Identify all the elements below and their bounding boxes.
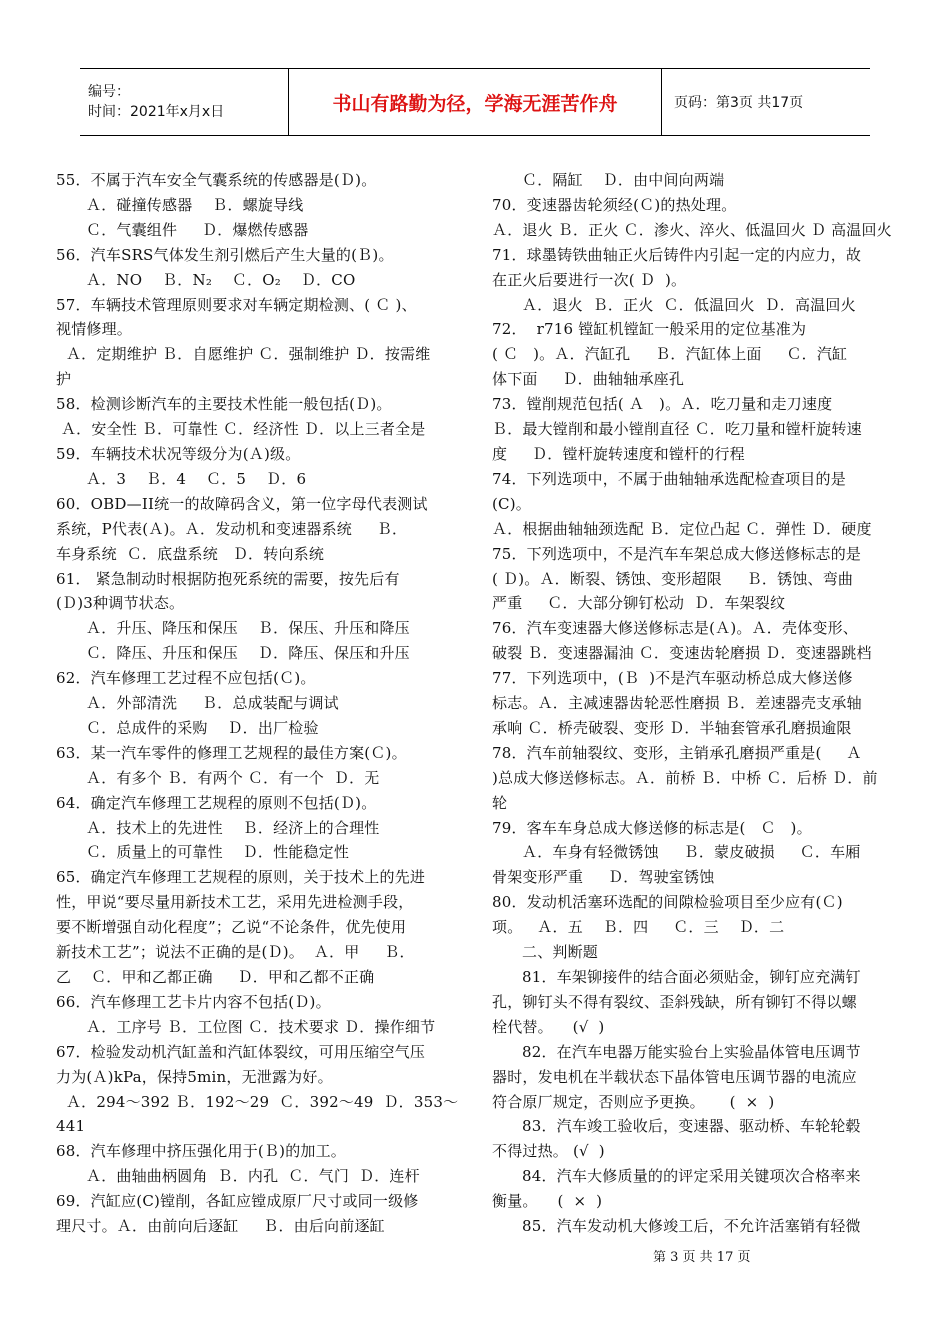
text-line: Ａ．有多个 Ｂ．有两个 Ｃ．有一个 Ｄ．无: [86, 768, 380, 787]
text-line: 73．镗削规范包括( Ａ )。Ａ．吃刀量和走刀速度: [492, 395, 833, 414]
text-line: 项。 Ａ．五 Ｂ．四 Ｃ．三 Ｄ．二: [492, 918, 785, 937]
text-line: 60．OBD—II统一的故障码含义，第一位字母代表测试: [56, 494, 428, 513]
text-line: 64．确定汽车修理工艺规程的原则不包括(Ｄ)。: [56, 793, 377, 812]
text-line: Ａ．工序号 Ｂ．工位图 Ｃ．技术要求 Ｄ．操作细节: [86, 1017, 436, 1036]
text-line: Ａ．升压、降压和保压 Ｂ．保压、升压和降压: [86, 619, 410, 638]
page-footer: 第 3 页 共 17 页: [653, 1250, 751, 1265]
text-line: Ａ．退火 Ｂ．正火 Ｃ．渗火、淬火、低温回火 Ｄ 高温回火: [492, 220, 892, 239]
text-line: Ａ．安全性 Ｂ．可靠性 Ｃ．经济性 Ｄ．以上三者全是: [56, 420, 426, 439]
text-line: 63．某一汽车零件的修理工艺规程的最佳方案(Ｃ)。: [56, 743, 407, 762]
text-line: 系统，P代表(Ａ)。Ａ．发动机和变速器系统 Ｂ．: [56, 519, 408, 538]
text-line: 二、判断题: [522, 943, 599, 962]
text-line: Ａ．NO Ｂ．N₂ Ｃ．O₂ Ｄ．CO: [86, 270, 356, 289]
text-line: Ｃ．降压、升压和保压 Ｄ．降压、保压和升压: [86, 644, 410, 663]
text-line: 78．汽车前轴裂纹、变形，主销承孔磨损严重是( Ａ: [492, 743, 862, 762]
text-line: 83．汽车竣工验收后，变速器、驱动桥、车轮轮毂: [522, 1117, 861, 1136]
document-header: [80, 68, 870, 136]
text-line: 84．汽车大修质量的的评定采用关键项次合格率来: [522, 1167, 861, 1186]
text-line: 81．车架铆接件的结合面必须贴金，铆钉应充满钉: [522, 968, 861, 986]
text-line: 55．不属于汽车安全气囊系统的传感器是(Ｄ)。: [56, 171, 377, 189]
text-line: 62．汽车修理工艺过程不应包括(Ｃ)。: [56, 669, 316, 688]
text-line: Ａ．根据曲轴轴颈选配 Ｂ．定位凸起 Ｃ．弹性 Ｄ．硬度: [492, 519, 872, 538]
text-line: 符合原厂规定，否则应予更换。 ( × ): [492, 1092, 775, 1111]
text-line: 孔，铆钉头不得有裂纹、歪斜残缺，所有铆钉不得以螺: [492, 992, 857, 1011]
text-line: 66．汽车修理工艺卡片内容不包括(Ｄ)。: [56, 992, 331, 1011]
text-line: 69．汽缸应(C)镗削，各缸应镗成原厂尺寸或同一级修: [56, 1192, 419, 1211]
header-meta: [80, 69, 289, 136]
text-line: 65．确定汽车修理工艺规程的原则，关于技术上的先进: [56, 868, 426, 887]
text-line: 70．变速器齿轮须经(Ｃ)的热处理。: [492, 195, 737, 214]
text-line: 体下面 Ｄ．曲轴轴承座孔: [492, 370, 685, 389]
text-line: 新技术工艺”；说法不正确的是(Ｄ)。 Ａ．甲 Ｂ．: [56, 943, 415, 962]
text-line: 67．检验发动机汽缸盖和汽缸体裂纹，可用压缩空气压: [56, 1042, 426, 1061]
text-line: 80．发动机活塞环选配的间隙检验项目至少应有(Ｃ): [492, 893, 843, 912]
text-line: 理尺寸。Ａ．由前向后逐缸 Ｂ．由后向前逐缸: [56, 1217, 385, 1236]
text-line: 77．下列选项中，(Ｂ )不是汽车驱动桥总成大修送修: [492, 669, 853, 688]
text-line: 85．汽车发动机大修竣工后，不允许活塞销有轻微: [522, 1217, 861, 1236]
text-line: 力为(Ａ)kPa，保持5min，无泄露为好。: [56, 1067, 333, 1086]
text-line: 59．车辆技术状况等级分为(Ａ)级。: [56, 444, 301, 463]
text-line: Ｃ．质量上的可靠性 Ｄ．性能稳定性: [86, 843, 350, 862]
text-line: (Ｄ)3种调节状态。: [56, 594, 185, 613]
text-line: Ａ．3 Ｂ．4 Ｃ．5 Ｄ．6: [86, 469, 307, 488]
text-line: 56．汽车SRS气体发生剂引燃后产生大量的(Ｂ)。: [56, 245, 394, 264]
text-line: Ａ．车身有轻微锈蚀 Ｂ．蒙皮破损 Ｃ．车厢: [522, 843, 861, 862]
text-line: 车身系统 Ｃ．底盘系统 Ｄ．转向系统: [56, 544, 325, 563]
left-column: [56, 168, 464, 1239]
text-line: Ｃ．总成件的采购 Ｄ．出厂检验: [86, 718, 319, 737]
text-line: 72． r716 镗缸机镗缸一般采用的定位基准为: [492, 320, 807, 339]
text-line: 标志。Ａ．主减速器齿轮恶性磨损 Ｂ．差速器壳支承轴: [492, 694, 862, 713]
text-line: 57．车辆技术管理原则要求对车辆定期检测、( Ｃ )、: [56, 295, 417, 314]
text-line: Ａ．定期维护 Ｂ．自愿维护 Ｃ．强制维护 Ｄ．按需维: [56, 345, 431, 364]
text-line: 器时，发电机在半载状态下晶体管电压调节器的电流应: [492, 1067, 857, 1086]
text-line: (C)。: [492, 494, 531, 513]
text-line: 76．汽车变速器大修送修标志是(Ａ)。Ａ．壳体变形、: [492, 619, 858, 638]
text-line: 441: [56, 1117, 86, 1136]
text-line: 轮: [492, 793, 508, 812]
text-line: 严重 Ｃ．大部分铆钉松动 Ｄ．车架裂纹: [492, 594, 786, 613]
text-line: 承响 Ｃ．桥壳破裂、变形 Ｄ．半轴套管承孔磨损逾限: [492, 718, 852, 737]
text-line: 58．检测诊断汽车的主要技术性能一般包括(Ｄ)。: [56, 395, 392, 414]
text-line: 在正火后要进行一次( Ｄ )。: [492, 270, 687, 289]
text-line: Ｃ．隔缸 Ｄ．由中间向两端: [522, 171, 725, 189]
text-line: 栓代替。 (√ ): [492, 1017, 605, 1036]
text-line: 护: [56, 370, 72, 389]
text-line: 68．汽车修理中挤压强化用于(Ｂ)的加工。: [56, 1142, 346, 1161]
text-line: 79．客车车身总成大修送修的标志是( Ｃ )。: [492, 818, 812, 837]
text-line: 61． 紧急制动时根据防抱死系统的需要，按先后有: [56, 569, 400, 588]
page-indicator: 页码：第3页 共17页: [674, 95, 804, 111]
time-label: 时间：2021年x月x日: [88, 104, 225, 120]
text-line: 75．下列选项中，不是汽车车架总成大修送修标志的是: [492, 544, 862, 563]
text-line: Ａ．294～392 Ｂ．192～29 Ｃ．392～49 Ｄ．353～: [56, 1092, 459, 1111]
text-line: ( Ｃ )。Ａ．汽缸孔 Ｂ．汽缸体上面 Ｃ．汽缸: [492, 345, 848, 364]
text-line: 乙 Ｃ．甲和乙都正确 Ｄ．甲和乙都不正确: [56, 968, 375, 986]
text-line: 视情修理。: [56, 320, 133, 339]
text-line: ( Ｄ)。Ａ．断裂、锈蚀、变形超限 Ｂ．锈蚀、弯曲: [492, 569, 854, 588]
text-line: 不得过热。 (√ ): [492, 1142, 605, 1161]
text-line: 度 Ｄ．镗杆旋转速度和镗杆的行程: [492, 444, 745, 463]
motto: 书山有路勤为径，学海无涯苦作舟: [289, 69, 662, 136]
text-line: Ａ．技术上的先进性 Ｂ．经济上的合理性: [86, 818, 380, 837]
text-line: Ａ．碰撞传感器 Ｂ．螺旋导线: [86, 195, 304, 214]
right-column: [492, 168, 900, 1239]
text-line: Ａ．外部清洗 Ｂ．总成装配与调试: [86, 694, 339, 713]
text-line: Ａ．曲轴曲柄圆角 Ｂ．内孔 Ｃ．气门 Ｄ．连杆: [86, 1167, 420, 1186]
text-line: Ｃ．气囊组件 Ｄ．爆燃传感器: [86, 220, 309, 239]
text-line: 82．在汽车电器万能实验台上实验晶体管电压调节: [522, 1042, 861, 1061]
text-line: 71．球墨铸铁曲轴正火后铸件内引起一定的内应力，故: [492, 245, 862, 264]
text-line: 破裂 Ｂ．变速器漏油 Ｃ．变速齿轮磨损 Ｄ．变速器跳档: [492, 644, 872, 663]
text-line: )总成大修送修标志。Ａ．前桥 Ｂ．中桥 Ｃ．后桥 Ｄ．前: [492, 768, 878, 787]
text-line: 性，甲说“要尽量用新技术工艺，采用先进检测手段，: [56, 893, 414, 912]
text-line: Ｂ．最大镗削和最小镗削直径 Ｃ．吃刀量和镗杆旋转速: [492, 420, 862, 439]
text-line: 74．下列选项中，不属于曲轴轴承选配检查项目的是: [492, 469, 846, 488]
text-line: Ａ．退火 Ｂ．正火 Ｃ．低温回火 Ｄ．高温回火: [522, 295, 856, 314]
number-label: 编号：: [88, 84, 130, 100]
text-line: 骨架变形严重 Ｄ．驾驶室锈蚀: [492, 868, 715, 887]
text-line: 衡量。 ( × ): [492, 1192, 603, 1211]
text-line: 要不断增强自动化程度”；乙说“不论条件，优先使用: [56, 918, 407, 937]
